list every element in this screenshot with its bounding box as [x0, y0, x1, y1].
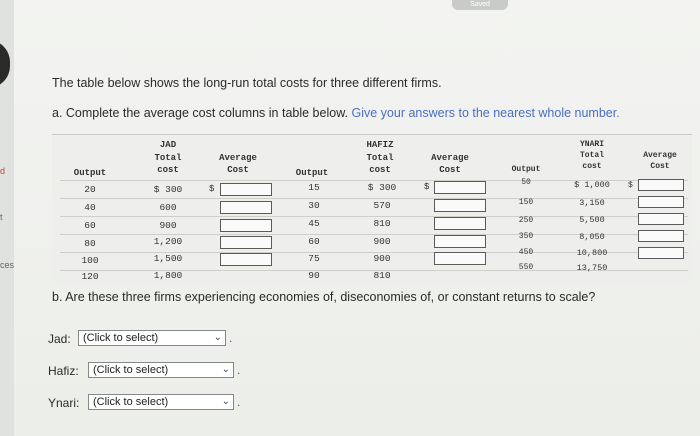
part-a-text: a. Complete the average cost columns in table below. [52, 106, 349, 120]
jad-output-cell: 120 [81, 271, 99, 282]
hafiz-output-cell: 90 [308, 270, 320, 281]
ynari-total-cell: 10,800 [576, 248, 608, 258]
jad-output-cell: 40 [84, 202, 96, 213]
hafiz-scale-select[interactable] [88, 362, 234, 378]
ynari-scale-select[interactable] [88, 394, 234, 410]
ynari-total-cell: $ 1,000 [574, 180, 610, 190]
jad-output-cell: 60 [84, 220, 96, 231]
jad-total-cell: 1,500 [153, 253, 183, 264]
jad-total-cell: 900 [159, 220, 177, 231]
hafiz-average-input[interactable] [434, 252, 486, 265]
hafiz-output-header: Output [295, 168, 329, 178]
jad-average-input[interactable] [220, 219, 272, 232]
chevron-down-icon: ⌄ [221, 396, 230, 407]
jad-output-cell: 100 [81, 255, 99, 266]
hafiz-average-input[interactable] [434, 181, 486, 194]
ynari-average-input[interactable] [638, 247, 684, 259]
ynari-output-header: Output [511, 165, 541, 174]
part-a-hint: Give your answers to the nearest whole number. [351, 106, 620, 120]
hafiz-output-cell: 75 [308, 253, 320, 264]
jad-dollar-sign: $ [209, 184, 215, 194]
hafiz-output-cell: 60 [308, 236, 320, 247]
ynari-total-cell: 5,500 [579, 215, 605, 225]
jad-total-cell: 1,200 [153, 236, 183, 247]
separator-dot: . [229, 331, 233, 345]
hafiz-select-value: (Click to select) [93, 364, 169, 376]
ynari-dollar-sign: $ [628, 181, 633, 190]
hafiz-total-cell: 810 [373, 270, 391, 281]
jad-select-label: Jad: [48, 332, 71, 346]
jad-total-cell: 1,800 [153, 270, 183, 281]
hafiz-select-label: Hafiz: [48, 364, 79, 378]
jad-average-input[interactable] [220, 183, 272, 196]
ynari-select-label: Ynari: [48, 396, 80, 410]
hafiz-average-header: Average [431, 153, 469, 163]
ynari-select-value: (Click to select) [93, 396, 169, 408]
ynari-cost-header: cost [582, 162, 602, 171]
question-intro: The table below shows the long-run total costs for three different firms. [52, 76, 442, 90]
ynari-output-cell: 350 [518, 232, 534, 241]
jad-cost-header: cost [157, 165, 179, 175]
ynari-output-cell: 250 [518, 216, 534, 225]
jad-output-header: Output [73, 168, 107, 178]
chevron-down-icon: ⌄ [213, 332, 222, 343]
ynari-total-cell: 13,750 [576, 263, 608, 273]
jad-total-cell: $ 300 [153, 184, 183, 195]
hafiz-total-cell: $ 300 [367, 182, 397, 193]
jad-average-header: Average [219, 153, 257, 163]
ynari-average-input[interactable] [638, 213, 684, 225]
hafiz-firm-header: HAFIZ [366, 140, 394, 150]
hafiz-output-cell: 45 [308, 218, 320, 229]
question-part-a [52, 106, 620, 120]
jad-select-value: (Click to select) [83, 332, 159, 344]
jad-output-cell: 20 [84, 184, 96, 195]
ynari-output-cell: 450 [518, 248, 534, 257]
ynari-average-input[interactable] [638, 179, 684, 191]
ynari-output-cell: 50 [521, 178, 531, 187]
ynari-output-cell: 550 [518, 263, 534, 272]
question-part-b: b. Are these three firms experiencing economies of, diseconomies of, or constant returns to scale? [52, 290, 596, 304]
hafiz-total-cell: 900 [373, 253, 391, 264]
jad-scale-select[interactable] [78, 330, 226, 346]
hafiz-average-input[interactable] [434, 217, 486, 230]
side-tag-t: t [0, 212, 3, 222]
ynari-firm-header: YNARI [579, 140, 604, 149]
separator-dot: . [237, 395, 241, 409]
hafiz-output-cell: 30 [308, 200, 320, 211]
ynari-total-header: Total [579, 151, 604, 160]
jad-average-input[interactable] [220, 253, 272, 266]
jad-avgcost-header: Cost [227, 165, 249, 175]
ynari-output-cell: 150 [518, 198, 534, 207]
side-tag-d: d [0, 166, 6, 176]
hafiz-total-cell: 900 [373, 236, 391, 247]
hafiz-cost-header: cost [369, 165, 391, 175]
ynari-average-input[interactable] [638, 196, 684, 208]
hafiz-dollar-sign: $ [424, 182, 430, 192]
saved-status: Saved [452, 0, 508, 10]
ynari-average-header: Average [643, 151, 677, 160]
hafiz-total-cell: 810 [373, 218, 391, 229]
jad-average-input[interactable] [220, 201, 272, 214]
hafiz-total-header: Total [366, 153, 394, 163]
side-tag-ces: ces [0, 260, 15, 270]
jad-total-cell: 600 [159, 202, 177, 213]
ynari-total-cell: 8,050 [579, 232, 605, 242]
jad-total-header: Total [154, 153, 182, 163]
jad-average-input[interactable] [220, 236, 272, 249]
ynari-average-input[interactable] [638, 230, 684, 242]
separator-dot: . [237, 363, 241, 377]
hafiz-total-cell: 570 [373, 200, 391, 211]
chevron-down-icon: ⌄ [221, 364, 230, 375]
ynari-total-cell: 3,150 [579, 198, 605, 208]
hafiz-average-input[interactable] [434, 235, 486, 248]
jad-firm-header: JAD [159, 140, 177, 150]
cost-table [52, 134, 692, 283]
jad-output-cell: 80 [84, 238, 96, 249]
ynari-avgcost-header: Cost [650, 162, 670, 171]
hafiz-average-input[interactable] [434, 199, 486, 212]
hafiz-output-cell: 15 [308, 182, 320, 193]
hafiz-avgcost-header: Cost [439, 165, 461, 175]
